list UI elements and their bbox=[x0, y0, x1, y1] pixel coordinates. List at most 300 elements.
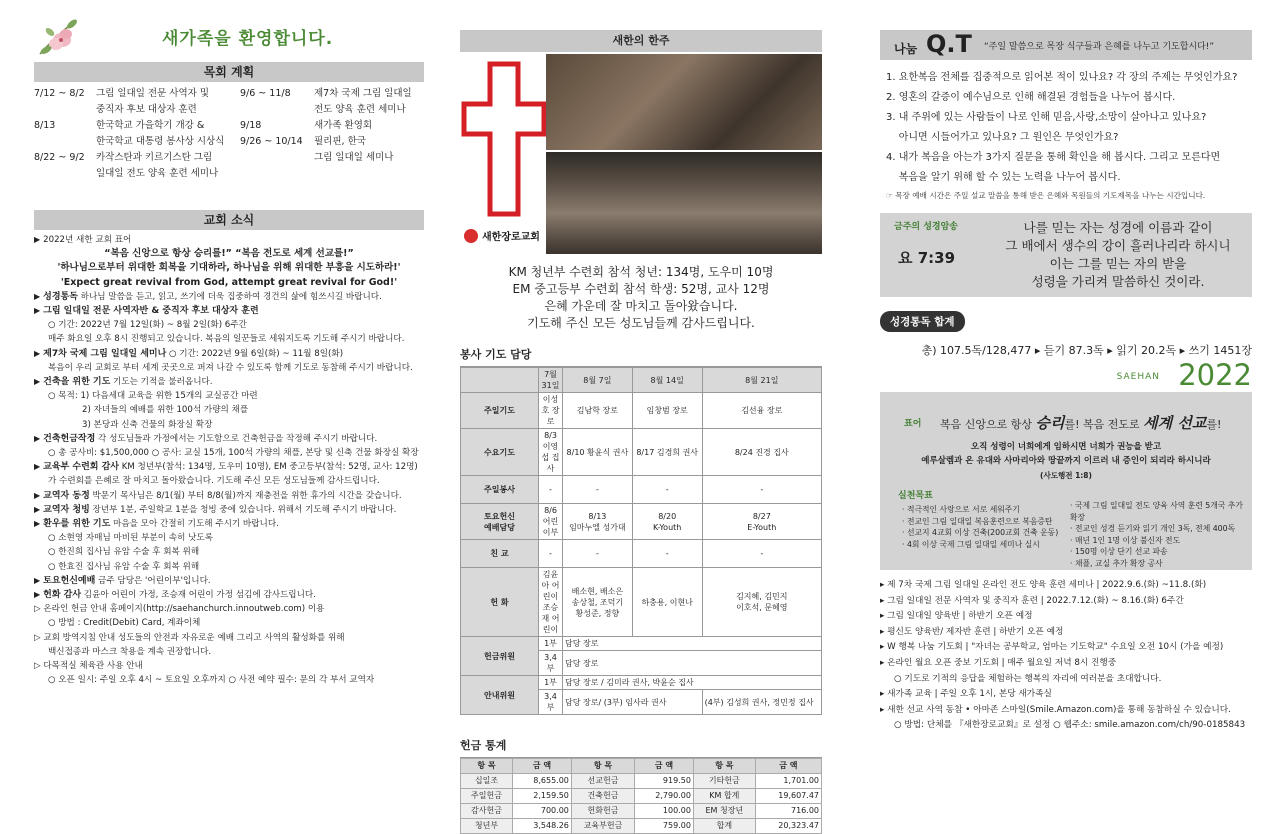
duty-part-text: 담당 장로/ (3부) 임사라 권사 bbox=[563, 690, 703, 715]
duty-cell-line: K-Youth bbox=[653, 522, 682, 532]
offering-amount: 759.00 bbox=[635, 819, 694, 834]
schedule-date: 8/13 bbox=[34, 120, 56, 131]
motto-line bbox=[940, 412, 1221, 433]
verse-line: 그 배에서 생수의 강이 흘러나리라 하시니 bbox=[1005, 238, 1231, 253]
news-item-text: 장년부 1분, 주일학교 1분을 청빙 중에 있습니다. 위해서 기도해 주시기 바랍니다. bbox=[89, 504, 397, 515]
goal-item: · 매년 1인 1명 이상 불신자 전도 bbox=[1070, 535, 1181, 545]
news-item-text: 'Expect great revival from God, attempt great revival for God!' bbox=[60, 276, 398, 288]
duty-label-line: 헌 화 bbox=[490, 597, 509, 607]
news-item-title: 성경통독 bbox=[43, 291, 78, 302]
duty-cell-line: 8/13 bbox=[588, 511, 607, 521]
announcement-item: ○ 기도로 기적의 응답을 체험하는 행복의 자리에 여러분을 초대합니다. bbox=[894, 673, 1162, 684]
duty-cell bbox=[702, 504, 821, 540]
duty-label-line: 토요헌신 bbox=[484, 511, 515, 521]
duty-cell bbox=[539, 568, 563, 637]
qt-question: 아니면 시들어가고 있나요? 그 원인은 무엇인가요? bbox=[886, 132, 1119, 143]
triangle-icon: ▶ bbox=[34, 433, 41, 443]
motto-mission: 세계 선교 bbox=[1143, 414, 1207, 432]
duty-cell-line: 8/27 bbox=[752, 511, 771, 521]
news-item-text: 마음을 모아 간절히 기도해 주시기 바랍니다. bbox=[110, 519, 279, 530]
motto-part-c: 를! bbox=[1206, 418, 1222, 431]
triangle-icon: ▶ bbox=[34, 490, 41, 500]
duty-cell bbox=[539, 429, 563, 476]
duty-row bbox=[461, 568, 822, 637]
triangle-icon: ▶ bbox=[34, 575, 41, 585]
qt-note: ☞ 목장 예배 시간은 주일 설교 말씀을 통해 받은 은혜와 목원들의 기도제목을 나누는 시간입니다. bbox=[886, 191, 1206, 200]
banner-title: 새한의 한주 bbox=[460, 30, 822, 52]
duty-row bbox=[461, 540, 822, 568]
duty-cell bbox=[563, 504, 633, 540]
schedule-list bbox=[34, 82, 424, 210]
news-item-text: KM 청년부(참석: 134명, 도우미 10명), EM 중고등부(참석: 52명, 교사: 12명) bbox=[118, 462, 418, 473]
memory-verse-box bbox=[880, 213, 1252, 297]
qt-question: 3. 내 주위에 있는 사람들이 나로 인해 믿음,사랑,소망이 살아나고 있나요? bbox=[886, 112, 1207, 123]
news-item-title: 환우를 위한 기도 bbox=[43, 519, 111, 530]
duty-cell bbox=[539, 504, 563, 540]
duty-cell-line: 하충용, 이현나 bbox=[641, 597, 693, 607]
news-item bbox=[34, 375, 424, 389]
news-item-text: ○ 한진희 집사님 유암 수술 후 회복 위해 bbox=[48, 547, 200, 558]
news-item bbox=[34, 290, 424, 304]
cross-graphic bbox=[460, 54, 548, 254]
offering-item: 선교헌금 bbox=[571, 774, 634, 789]
offering-header: 금 액 bbox=[755, 759, 821, 774]
duty-cell bbox=[632, 429, 702, 476]
news-item bbox=[34, 616, 424, 630]
offering-row bbox=[461, 819, 822, 834]
schedule-line: 필리핀, 한국 bbox=[314, 136, 366, 147]
duty-cell-line: 조승재 어린이 bbox=[541, 603, 560, 634]
news-item bbox=[34, 332, 424, 346]
motto-verse bbox=[880, 440, 1252, 468]
offering-amount: 20,323.47 bbox=[755, 819, 821, 834]
duty-cell-line: 임창범 장로 bbox=[646, 406, 688, 415]
duty-label-line: 예배담당 bbox=[484, 522, 515, 532]
news-item-title: 제7차 국제 그림 일대일 세미나 bbox=[43, 348, 167, 359]
goal-item: · 150명 이상 단기 선교 파송 bbox=[1070, 547, 1168, 556]
duty-part-text: 담당 장로 bbox=[563, 651, 822, 676]
duty-cell bbox=[632, 568, 702, 637]
offering-amount: 8,655.00 bbox=[513, 774, 572, 789]
verse-line: 성령을 가리켜 말씀하신 것이라. bbox=[1031, 274, 1205, 289]
offering-row bbox=[461, 774, 822, 789]
schedule-text bbox=[314, 86, 412, 118]
duty-date: 8월 14일 bbox=[632, 368, 702, 393]
triangle-icon: ▶ bbox=[34, 377, 41, 387]
offering-amount: 19,607.47 bbox=[755, 789, 821, 804]
motto-verse-line: 오직 성령이 너희에게 임하시면 너희가 권능을 받고 bbox=[970, 442, 1162, 452]
news-item-text: '하나님으로부터 위대한 회복을 기대하라, 하나님을 위해 위대한 부흥을 시도하라!' bbox=[57, 262, 401, 274]
triangle-icon: ▶ bbox=[34, 462, 41, 472]
news-item-text: ○ 소현영 자매님 마비된 부분이 속히 낫도록 bbox=[48, 533, 214, 544]
triangle-icon: ▶ bbox=[34, 306, 41, 316]
duty-row bbox=[461, 476, 822, 504]
duty-table bbox=[460, 367, 822, 715]
offering-item: 십일조 bbox=[461, 774, 513, 789]
duty-cell-line: - bbox=[595, 485, 599, 494]
duty-cell bbox=[632, 393, 702, 429]
duty-cell bbox=[702, 393, 821, 429]
qt-label: Q.T bbox=[926, 30, 972, 58]
duty-part: 3,4부 bbox=[539, 690, 563, 715]
announcement-item: ▸ 그림 일대일 양육반 | 하반기 오픈 예정 bbox=[880, 611, 1033, 622]
duty-cell-line: 김지혜, 김민지 bbox=[736, 592, 788, 601]
year-text: 2022 bbox=[1178, 358, 1252, 392]
duty-cell-line: 이호석, 문혜영 bbox=[736, 603, 788, 612]
news-item-text: ▷ 교회 방역지침 안내 성도들의 안전과 자유로운 예배 그리고 사역의 활성화를 위해 bbox=[34, 632, 345, 643]
news-item bbox=[34, 489, 424, 503]
memory-verse-ref: 요 7:39 bbox=[898, 249, 956, 267]
goal-item: · 전교인 그림 일대일 복음훈련으로 복음증탄 bbox=[902, 516, 1053, 526]
news-item bbox=[34, 418, 424, 432]
announcement-item: ▸ 새가족 교육 | 주일 오후 1시, 본당 새가족실 bbox=[880, 689, 1052, 700]
schedule-date: 8/22 ~ 9/2 bbox=[34, 152, 85, 163]
news-item-text: 박문기 목사님은 8/1(월) 부터 8/8(월)까지 재충전을 위한 휴가의 시간을 갖습니다. bbox=[89, 490, 402, 501]
duty-cell-line: 어린이부 bbox=[542, 517, 559, 537]
schedule-line: 전도 양육 훈련 세미나 bbox=[314, 104, 406, 115]
news-item-text: ○ 기간: 2022년 7월 12일(화) ~ 8월 2일(화) 6주간 bbox=[48, 320, 247, 331]
news-header: 교회 소식 bbox=[34, 210, 424, 230]
schedule-text bbox=[314, 118, 372, 134]
caption-line: EM 중고등부 수련회 참석 학생: 52명, 교사 12명 bbox=[512, 282, 770, 296]
duty-cell-line: - bbox=[595, 549, 599, 558]
duty-cell-line: 배소현, 배소은 bbox=[571, 586, 624, 596]
duty-date: 8월 7일 bbox=[563, 368, 633, 393]
goals-left bbox=[902, 504, 1058, 550]
news-item-text: 각 성도님들과 가정에서는 기도함으로 건축헌금을 작정해 주시기 바랍니다. bbox=[95, 433, 378, 444]
motto-verse-ref: (사도행전 1:8) bbox=[1040, 471, 1092, 480]
schedule-line: 한국학교 가을학기 개강 & bbox=[96, 120, 205, 131]
news-list bbox=[34, 230, 424, 688]
brand-text: SAEHAN bbox=[1116, 372, 1160, 382]
goals-tag: 실천목표 bbox=[898, 491, 933, 501]
schedule-line: 일대일 전도 양육 훈련 세미나 bbox=[96, 168, 219, 179]
duty-label: 안내위원 bbox=[461, 676, 539, 715]
announcement-item: ▸ W 행복 나눔 기도회 | "자녀는 공부학교, 엄마는 기도학교" 수요일 오전 10시 (가을 예정) bbox=[880, 642, 1224, 653]
duty-cell-line: 김선융 장로 bbox=[741, 406, 783, 415]
news-item-text: 복음이 우리 교회로 부터 세계 곳곳으로 퍼져 나갈 수 있도록 함께 기도로 동참해 주시기 바랍니다. bbox=[48, 362, 413, 373]
news-item-text: 기도는 기적을 불러옵니다. bbox=[110, 377, 213, 388]
news-item-text: ○ 방법 : Credit(Debit) Card, 계좌이체 bbox=[48, 618, 201, 629]
duty-part: 1부 bbox=[539, 676, 563, 690]
news-item bbox=[34, 247, 424, 261]
news-item-text: 김윤아 어린이 가정, 조승재 어린이 가정 섬김에 감사드립니다. bbox=[81, 590, 316, 601]
offering-item: 헌화헌금 bbox=[571, 804, 634, 819]
news-item-title: 교육부 수련회 감사 bbox=[43, 462, 119, 473]
offering-item: 기타헌금 bbox=[693, 774, 755, 789]
news-item bbox=[34, 602, 424, 616]
offering-item: 합계 bbox=[693, 819, 755, 834]
offering-amount: 100.00 bbox=[635, 804, 694, 819]
duty-label bbox=[461, 476, 539, 504]
offering-amount: 2,159.50 bbox=[513, 789, 572, 804]
schedule-text bbox=[314, 134, 393, 166]
announcements-list bbox=[880, 578, 1252, 734]
offering-amount: 2,790.00 bbox=[635, 789, 694, 804]
offering-row bbox=[461, 804, 822, 819]
duty-part-extra: (4부) 김성희 권사, 정민정 집사 bbox=[702, 690, 821, 715]
qt-question: 2. 영혼의 갈증이 예수님으로 인해 해결된 경험들을 나누어 봅시다. bbox=[886, 92, 1176, 103]
duty-row bbox=[461, 504, 822, 540]
duty-cell-line: 8/24 진경 집사 bbox=[734, 447, 789, 457]
news-item-title: 건축헌금작정 bbox=[43, 433, 96, 444]
news-item bbox=[34, 233, 424, 247]
schedule-line: 한국학교 대통령 봉사상 시상식 bbox=[96, 136, 225, 147]
duty-cell bbox=[702, 476, 821, 504]
offering-header-row bbox=[461, 759, 822, 774]
schedule-item bbox=[240, 134, 440, 166]
news-item-text: “복음 신앙으로 항상 승리를!” “복음 전도로 세계 선교를!” bbox=[104, 248, 354, 260]
duty-label: 헌금위원 bbox=[461, 637, 539, 676]
retreat-photo-top bbox=[546, 54, 822, 150]
news-item bbox=[34, 503, 424, 517]
triangle-icon: ▶ bbox=[34, 504, 41, 514]
reading-total-badge: 성경통독 합계 bbox=[880, 311, 965, 332]
triangle-icon: ▶ bbox=[34, 348, 41, 358]
caption-line: 은혜 가운데 잘 마치고 돌아왔습니다. bbox=[544, 299, 738, 313]
duty-label bbox=[461, 540, 539, 568]
duty-part: 3,4부 bbox=[539, 651, 563, 676]
goals-right bbox=[1070, 500, 1252, 569]
news-item bbox=[34, 659, 424, 673]
duty-cell bbox=[702, 540, 821, 568]
offering-amount: 700.00 bbox=[513, 804, 572, 819]
cross-icon bbox=[460, 54, 548, 224]
photo-collage bbox=[460, 54, 822, 254]
news-item-text: 2022년 새한 교회 표어 bbox=[43, 235, 132, 245]
news-item-text: ○ 총 공사비: $1,500,000 ○ 공사: 교실 15개, 100석 가량의 채플, 본당 및 신축 건물 화장실 확장 bbox=[48, 448, 419, 459]
announcement-item: ○ 방법: 단체를 『새한장로교회』로 설정 ○ 웹주소: smile.amazon.com/ch/90-0185843 bbox=[894, 720, 1246, 731]
offering-amount: 716.00 bbox=[755, 804, 821, 819]
news-item bbox=[34, 389, 424, 403]
welcome-text: 새가족을 환영합니다. bbox=[162, 29, 334, 49]
caption-line: KM 청년부 수련회 참석 청년: 134명, 도우미 10명 bbox=[508, 265, 774, 279]
triangle-icon: ▶ bbox=[34, 519, 41, 529]
news-item-text: ○ 목적: 1) 다음세대 교육을 위한 15개의 교실공간 마련 bbox=[48, 391, 258, 402]
left-column bbox=[34, 0, 424, 784]
duty-row bbox=[461, 393, 822, 429]
news-item-title: 헌화 감사 bbox=[43, 590, 82, 601]
motto-box bbox=[880, 392, 1252, 570]
schedule-date: 9/18 bbox=[240, 120, 262, 131]
schedule-item bbox=[34, 86, 234, 118]
schedule-line: 카작스탄과 키르기스탄 그림 bbox=[96, 152, 213, 163]
offering-title: 헌금 통계 bbox=[460, 737, 822, 758]
qt-questions bbox=[880, 68, 1252, 188]
news-item bbox=[34, 574, 424, 588]
news-item bbox=[34, 560, 424, 574]
news-item bbox=[34, 474, 424, 488]
church-logo-icon bbox=[464, 229, 478, 243]
offering-header: 항 목 bbox=[693, 759, 755, 774]
news-item bbox=[34, 304, 424, 318]
duty-cell bbox=[702, 429, 821, 476]
announcement-item: ▸ 평신도 양육반/ 제자반 훈련 | 하반기 오픈 예정 bbox=[880, 626, 1064, 637]
schedule-line: 그림 일대일 세미나 bbox=[314, 152, 394, 163]
duty-part-text: 담당 장로 bbox=[563, 637, 822, 651]
news-item bbox=[34, 276, 424, 290]
news-item-title: 그림 일대일 전문 사역자반 & 중직자 후보 대상자 훈련 bbox=[43, 306, 259, 317]
goal-item: · 채플, 교실 추가 확장 공사 bbox=[1070, 558, 1163, 568]
duty-cell-line: 임마누엘 성가대 bbox=[569, 522, 626, 532]
duty-cell bbox=[539, 393, 563, 429]
schedule-text bbox=[96, 150, 218, 182]
news-item-text: 백신접종과 마스크 착용을 계속 권장합니다. bbox=[48, 646, 212, 657]
schedule-line: 새가족 환영회 bbox=[314, 120, 373, 131]
duty-cell-line: E-Youth bbox=[747, 522, 777, 532]
schedule-header: 목회 계획 bbox=[34, 62, 424, 82]
motto-part-b: 를! 복음 전도로 bbox=[1064, 418, 1144, 431]
news-item-title: 건축을 위한 기도 bbox=[43, 377, 111, 388]
schedule-date: 7/12 ~ 8/2 bbox=[34, 88, 85, 99]
news-item bbox=[34, 318, 424, 332]
duty-part: 1부 bbox=[539, 637, 563, 651]
duty-date: 7월 31일 bbox=[539, 368, 563, 393]
news-item-text: 매주 화요일 오후 8시 진행되고 있습니다. 복음의 일꾼들로 세워지도록 기도해 주시기 바랍니다. bbox=[48, 334, 405, 345]
news-item bbox=[34, 460, 424, 474]
motto-verse-line: 예루살렘과 온 유대와 사마리아와 땅끝까지 이르러 내 증인이 되리라 하시니라 bbox=[921, 456, 1211, 466]
news-item bbox=[34, 403, 424, 417]
duty-cell-line: - bbox=[760, 549, 764, 558]
motto-part-a: 복음 신앙으로 항상 bbox=[940, 418, 1036, 431]
qt-label-share: 나눔 bbox=[894, 42, 918, 56]
duty-cell-line: - bbox=[665, 485, 669, 494]
duty-cell-line: 이성호 장로 bbox=[541, 395, 560, 426]
offering-row bbox=[461, 789, 822, 804]
offering-amount: 919.50 bbox=[635, 774, 694, 789]
duty-label bbox=[461, 393, 539, 429]
offering-header: 금 액 bbox=[513, 759, 572, 774]
duty-cell bbox=[563, 568, 633, 637]
news-item bbox=[34, 645, 424, 659]
duty-cell bbox=[632, 504, 702, 540]
welcome-header bbox=[34, 0, 424, 62]
offering-header: 항 목 bbox=[571, 759, 634, 774]
memory-verse-label: 금주의 성경암송 bbox=[894, 222, 958, 232]
duty-cell bbox=[632, 476, 702, 504]
offering-header: 항 목 bbox=[461, 759, 513, 774]
news-item bbox=[34, 631, 424, 645]
duty-label-line: 친 교 bbox=[490, 549, 509, 558]
middle-column bbox=[460, 0, 822, 830]
schedule-text bbox=[96, 118, 224, 150]
duty-cell bbox=[632, 540, 702, 568]
news-item-text: 3) 본당과 신축 건물의 화장실 확장 bbox=[82, 419, 213, 430]
goal-item: · 4회 이상 국제 그림 일대일 세미나 실시 bbox=[902, 539, 1040, 549]
schedule-date: 9/26 ~ 10/14 bbox=[240, 136, 303, 147]
announcement-item: ▸ 새한 선교 사역 동참 • 아마존 스마일(Smile.Amazon.com)을 통해 동참하실 수 있습니다. bbox=[880, 704, 1231, 715]
duty-row bbox=[461, 676, 822, 690]
announcement-item: ▸ 그림 일대일 전문 사역자 및 중직자 훈련 | 2022.7.12.(화) ~ 8.16.(화) 6주간 bbox=[880, 595, 1184, 606]
offering-item: KM 합계 bbox=[693, 789, 755, 804]
announcement-item: ▸ 제 7차 국제 그림 일대일 온라인 전도 양육 훈련 세미나 | 2022.9.6.(화) ~11.8.(화) bbox=[880, 580, 1207, 590]
offering-item: 감사헌금 bbox=[461, 804, 513, 819]
news-item-text: ○ 한효진 집사님 유암 수술 후 회복 위해 bbox=[48, 561, 200, 572]
schedule-item bbox=[34, 150, 234, 182]
duty-cell bbox=[563, 540, 633, 568]
banner-caption bbox=[460, 264, 822, 332]
duty-cell-line: - bbox=[760, 485, 764, 494]
church-logo bbox=[464, 228, 540, 243]
duty-label bbox=[461, 568, 539, 637]
news-item bbox=[34, 261, 424, 275]
duty-cell-line: 8/17 김경희 권사 bbox=[636, 447, 699, 457]
offering-table bbox=[460, 758, 822, 834]
duty-part-text: 담당 장로 / 김미라 권사, 박윤순 집사 bbox=[563, 676, 822, 690]
offering-item: 건축헌금 bbox=[571, 789, 634, 804]
reading-stats: 총) 107.5독/128,477 ▸ 듣기 87.3독 ▸ 읽기 20.2독 ▸ 쓰기 1451장 bbox=[921, 344, 1252, 357]
duty-cell bbox=[539, 476, 563, 504]
duty-cell-line: 8/10 황윤식 권사 bbox=[566, 447, 629, 457]
announcement-item: ▸ 온라인 월요 오픈 중보 기도회 | 매주 월요일 저녁 8시 진행중 bbox=[880, 657, 1117, 668]
news-item-text: ▷ 온라인 헌금 안내 홈페이지(http://saehanchurch.innoutweb.com) 이용 bbox=[34, 604, 325, 615]
schedule-date: 9/6 ~ 11/8 bbox=[240, 88, 291, 99]
duty-label-line: 수요기도 bbox=[484, 447, 515, 457]
duty-cell-line: - bbox=[549, 549, 552, 558]
duty-cell-line: 8/6 bbox=[544, 506, 557, 515]
duty-cell bbox=[563, 429, 633, 476]
goal-item: · 선교지 4교회 이상 건축(200교회 건축 운동) bbox=[902, 528, 1059, 537]
goal-item: · 적극적인 사랑으로 서로 세워주기 bbox=[902, 505, 1020, 514]
offering-amount: 3,548.26 bbox=[513, 819, 572, 834]
news-item-text: 하나님 말씀을 듣고, 읽고, 쓰기에 더욱 집중하여 경건의 삶에 힘쓰시길 바랍니다. bbox=[77, 291, 382, 302]
motto-tag: 표어 bbox=[904, 419, 922, 429]
duty-header-row bbox=[461, 368, 822, 393]
duty-label-line: 주일기도 bbox=[484, 406, 515, 415]
duty-cell bbox=[702, 568, 821, 637]
motto-victory: 승리 bbox=[1035, 414, 1065, 432]
news-item-title: 교역자 동정 bbox=[43, 490, 90, 501]
qt-header bbox=[880, 30, 1252, 60]
news-item-text: ○ 기간: 2022년 9월 6일(화) ~ 11월 8일(화) bbox=[166, 348, 344, 359]
schedule-item bbox=[240, 86, 440, 118]
church-logo-text: 새한장로교회 bbox=[482, 232, 540, 243]
news-item-text: ○ 오픈 일시: 주일 오후 4시 ~ 토요일 오후까지 ○ 사전 예약 필수: 문의 각 부서 교역자 bbox=[48, 675, 375, 686]
verse-line: 이는 그를 믿는 자의 받을 bbox=[1049, 256, 1187, 271]
duty-cell bbox=[539, 540, 563, 568]
schedule-text bbox=[96, 86, 209, 118]
schedule-line: 제7차 국제 그림 일대일 bbox=[314, 88, 412, 99]
triangle-icon: ▶ bbox=[34, 235, 41, 244]
news-item-text: ▷ 다목적실 체육관 사용 안내 bbox=[34, 661, 143, 672]
duty-cell-line: - bbox=[549, 485, 552, 494]
news-item bbox=[34, 531, 424, 545]
flower-icon bbox=[36, 14, 82, 62]
duty-date: 8월 21일 bbox=[702, 368, 821, 393]
offering-amount: 1,701.00 bbox=[755, 774, 821, 789]
news-item bbox=[34, 361, 424, 375]
retreat-photo-group bbox=[546, 152, 822, 254]
duty-cell-line: - bbox=[665, 549, 669, 558]
duty-label bbox=[461, 429, 539, 476]
duty-cell bbox=[563, 393, 633, 429]
duty-title: 봉사 기도 담당 bbox=[460, 346, 822, 367]
offering-item: 청년부 bbox=[461, 819, 513, 834]
duty-row bbox=[461, 637, 822, 651]
duty-cell-line: 황성준, 정향 bbox=[575, 608, 620, 618]
duty-cell-line: 송상철, 조덕기 bbox=[571, 597, 624, 607]
schedule-item bbox=[34, 118, 234, 150]
news-item bbox=[34, 347, 424, 361]
news-item-text: 2) 자녀들의 예배를 위한 100석 가량의 채플 bbox=[82, 405, 249, 416]
triangle-icon: ▶ bbox=[34, 590, 41, 600]
qt-subtitle: “주일 말씀으로 목장 식구들과 은혜를 나누고 기도합시다!” bbox=[984, 42, 1215, 52]
news-item-title: 교역자 청빙 bbox=[43, 504, 90, 515]
offering-item: 주일헌금 bbox=[461, 789, 513, 804]
duty-label-line: 주일봉사 bbox=[484, 485, 515, 494]
year-row bbox=[880, 358, 1252, 392]
news-item-text: 금주 담당은 '어린이부'입니다. bbox=[95, 575, 211, 586]
